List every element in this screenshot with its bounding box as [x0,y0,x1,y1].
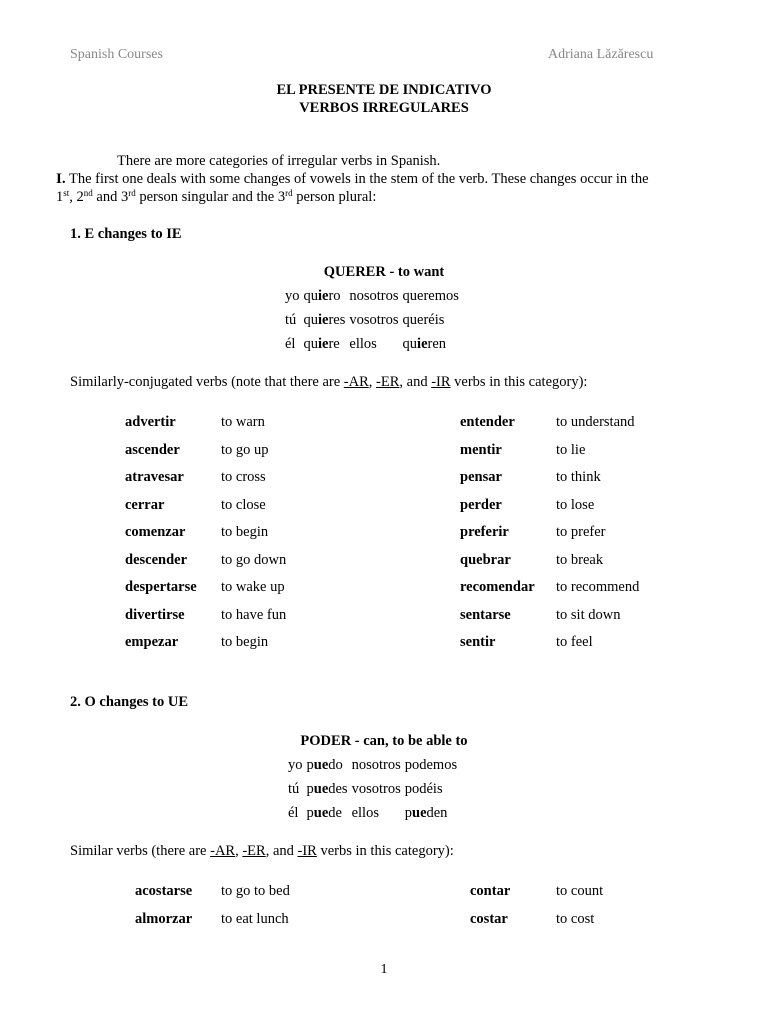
ordinal-4-suffix: rd [285,188,293,198]
spanish-verb: contar [470,883,511,900]
verb-form: quiere [303,335,340,352]
spanish-verb: sentarse [460,606,511,623]
spanish-verb: divertirse [125,606,185,623]
verb-form: quiero [303,287,341,304]
ordinal-3: and 3 [92,189,129,205]
spanish-verb: despertarse [125,579,197,596]
english-meaning: to have fun [221,606,287,623]
pronoun: nosotros [351,756,401,773]
spanish-verb: pensar [460,469,502,486]
pronoun: él [288,804,299,821]
ordinal-1: 1 [56,189,64,205]
section-1-similar-note [70,374,587,391]
verb-row [125,629,656,657]
verb-form: podemos [404,756,458,773]
spanish-verb: empezar [125,634,179,651]
spanish-verb: sentir [460,634,496,651]
intro-line-2 [56,171,649,188]
english-meaning: to recommend [556,579,640,596]
note-er: -ER [242,843,266,859]
spanish-verb: entender [460,414,515,431]
verb-row [125,519,656,547]
section-1-verb-title: QUERER - to want [323,264,445,280]
note-ar: -AR [210,843,236,859]
note-text: Similarly-conjugated verbs (note that there are [70,374,344,390]
verb-row [125,602,656,630]
english-meaning: to begin [221,524,269,541]
spanish-verb: recomendar [460,579,535,596]
note-ar: -AR [343,374,369,390]
english-meaning: to begin [221,634,269,651]
note-ir: -IR [297,843,317,859]
section-2-verb-title: PODER - can, to be able to [300,733,468,749]
spanish-verb: cerrar [125,496,165,513]
verb-form: pueden [404,804,448,821]
pronoun: él [285,335,296,352]
verb-row [125,547,656,575]
english-meaning: to close [221,496,266,513]
english-meaning: to cost [556,910,595,927]
spanish-verb: ascender [125,441,180,458]
english-meaning: to lose [556,496,595,513]
verb-form: quieren [402,335,447,352]
intro-tail: person plural: [292,189,377,205]
english-meaning: to warn [221,414,265,431]
english-meaning: to go up [221,441,269,458]
ordinal-2-suffix: nd [83,188,93,198]
verb-row [135,878,656,906]
pronoun: yo [288,756,303,773]
verb-row [135,906,656,934]
pronoun: tú [285,311,297,328]
page-subtitle: VERBOS IRREGULARES [299,100,469,116]
intro-line-1: There are more categories of irregular verbs in Spanish. [117,153,441,169]
verb-form: podéis [404,780,443,797]
verb-form: puede [306,804,342,821]
note-sep: , and [399,374,432,390]
spanish-verb: perder [460,496,502,513]
pronoun: vosotros [351,780,401,797]
ordinal-3-suffix: rd [128,188,136,198]
english-meaning: to understand [556,414,635,431]
english-meaning: to prefer [556,524,606,541]
note-sep: , and [265,843,298,859]
spanish-verb: almorzar [135,910,193,927]
english-meaning: to feel [556,634,593,651]
spanish-verb: mentir [460,441,502,458]
english-meaning: to break [556,551,604,568]
conjugation-row [285,332,463,356]
conjugation-row [288,753,461,777]
conjugation-row [288,801,461,825]
note-sep: , [235,843,243,859]
intro-text: The first one deals with some changes of vowels in the stem of the verb. These changes occur in the [65,171,649,187]
page-number: 1 [380,962,388,977]
note-er: -ER [376,374,400,390]
section-2-verb-table [135,878,656,933]
verb-form: queremos [402,287,459,304]
conjugation-row [288,777,461,801]
section-1-conjugation [285,284,463,356]
spanish-verb: atravesar [125,469,184,486]
section-1-verb-table [125,409,656,657]
section-2-similar-note [70,843,454,860]
intro-line-3 [56,189,376,206]
ordinal-2: , 2 [69,189,84,205]
spanish-verb: costar [470,910,508,927]
verb-row [125,464,656,492]
conjugation-row [285,308,463,332]
spanish-verb: advertir [125,414,176,431]
note-text: verbs in this category): [450,374,588,390]
header-left: Spanish Courses [70,47,163,62]
verb-row [125,409,656,437]
verb-form: puedes [306,780,348,797]
english-meaning: to sit down [556,606,621,623]
spanish-verb: descender [125,551,188,568]
intro-mid: person singular and the 3 [135,189,286,205]
page-title: EL PRESENTE DE INDICATIVO [276,82,492,98]
note-ir: -IR [431,374,451,390]
pronoun: tú [288,780,300,797]
verb-form: quieres [303,311,346,328]
pronoun: vosotros [349,311,399,328]
english-meaning: to think [556,469,601,486]
spanish-verb: preferir [460,524,509,541]
verb-form: puedo [306,756,343,773]
section-2-conjugation [288,753,461,825]
conjugation-row [285,284,463,308]
pronoun: ellos [349,335,377,352]
section-2-heading: 2. O changes to UE [70,694,189,710]
spanish-verb: acostarse [135,883,193,900]
pronoun: ellos [351,804,379,821]
pronoun: nosotros [349,287,399,304]
spanish-verb: comenzar [125,524,186,541]
section-1-heading: 1. E changes to IE [70,226,182,242]
intro-numeral: I. [56,171,66,187]
note-text: verbs in this category): [316,843,454,859]
verb-row [125,574,656,602]
verb-row [125,437,656,465]
english-meaning: to eat lunch [221,910,289,927]
english-meaning: to cross [221,469,266,486]
english-meaning: to wake up [221,579,285,596]
pronoun: yo [285,287,300,304]
ordinal-1-suffix: st [63,188,70,198]
english-meaning: to lie [556,441,586,458]
english-meaning: to count [556,883,604,900]
verb-row [125,492,656,520]
verb-form: queréis [402,311,445,328]
english-meaning: to go to bed [221,883,290,900]
header-right: Adriana Lăzărescu [548,47,654,62]
note-sep: , [368,374,377,390]
english-meaning: to go down [221,551,287,568]
spanish-verb: quebrar [460,551,511,568]
note-text: Similar verbs (there are [70,843,211,859]
